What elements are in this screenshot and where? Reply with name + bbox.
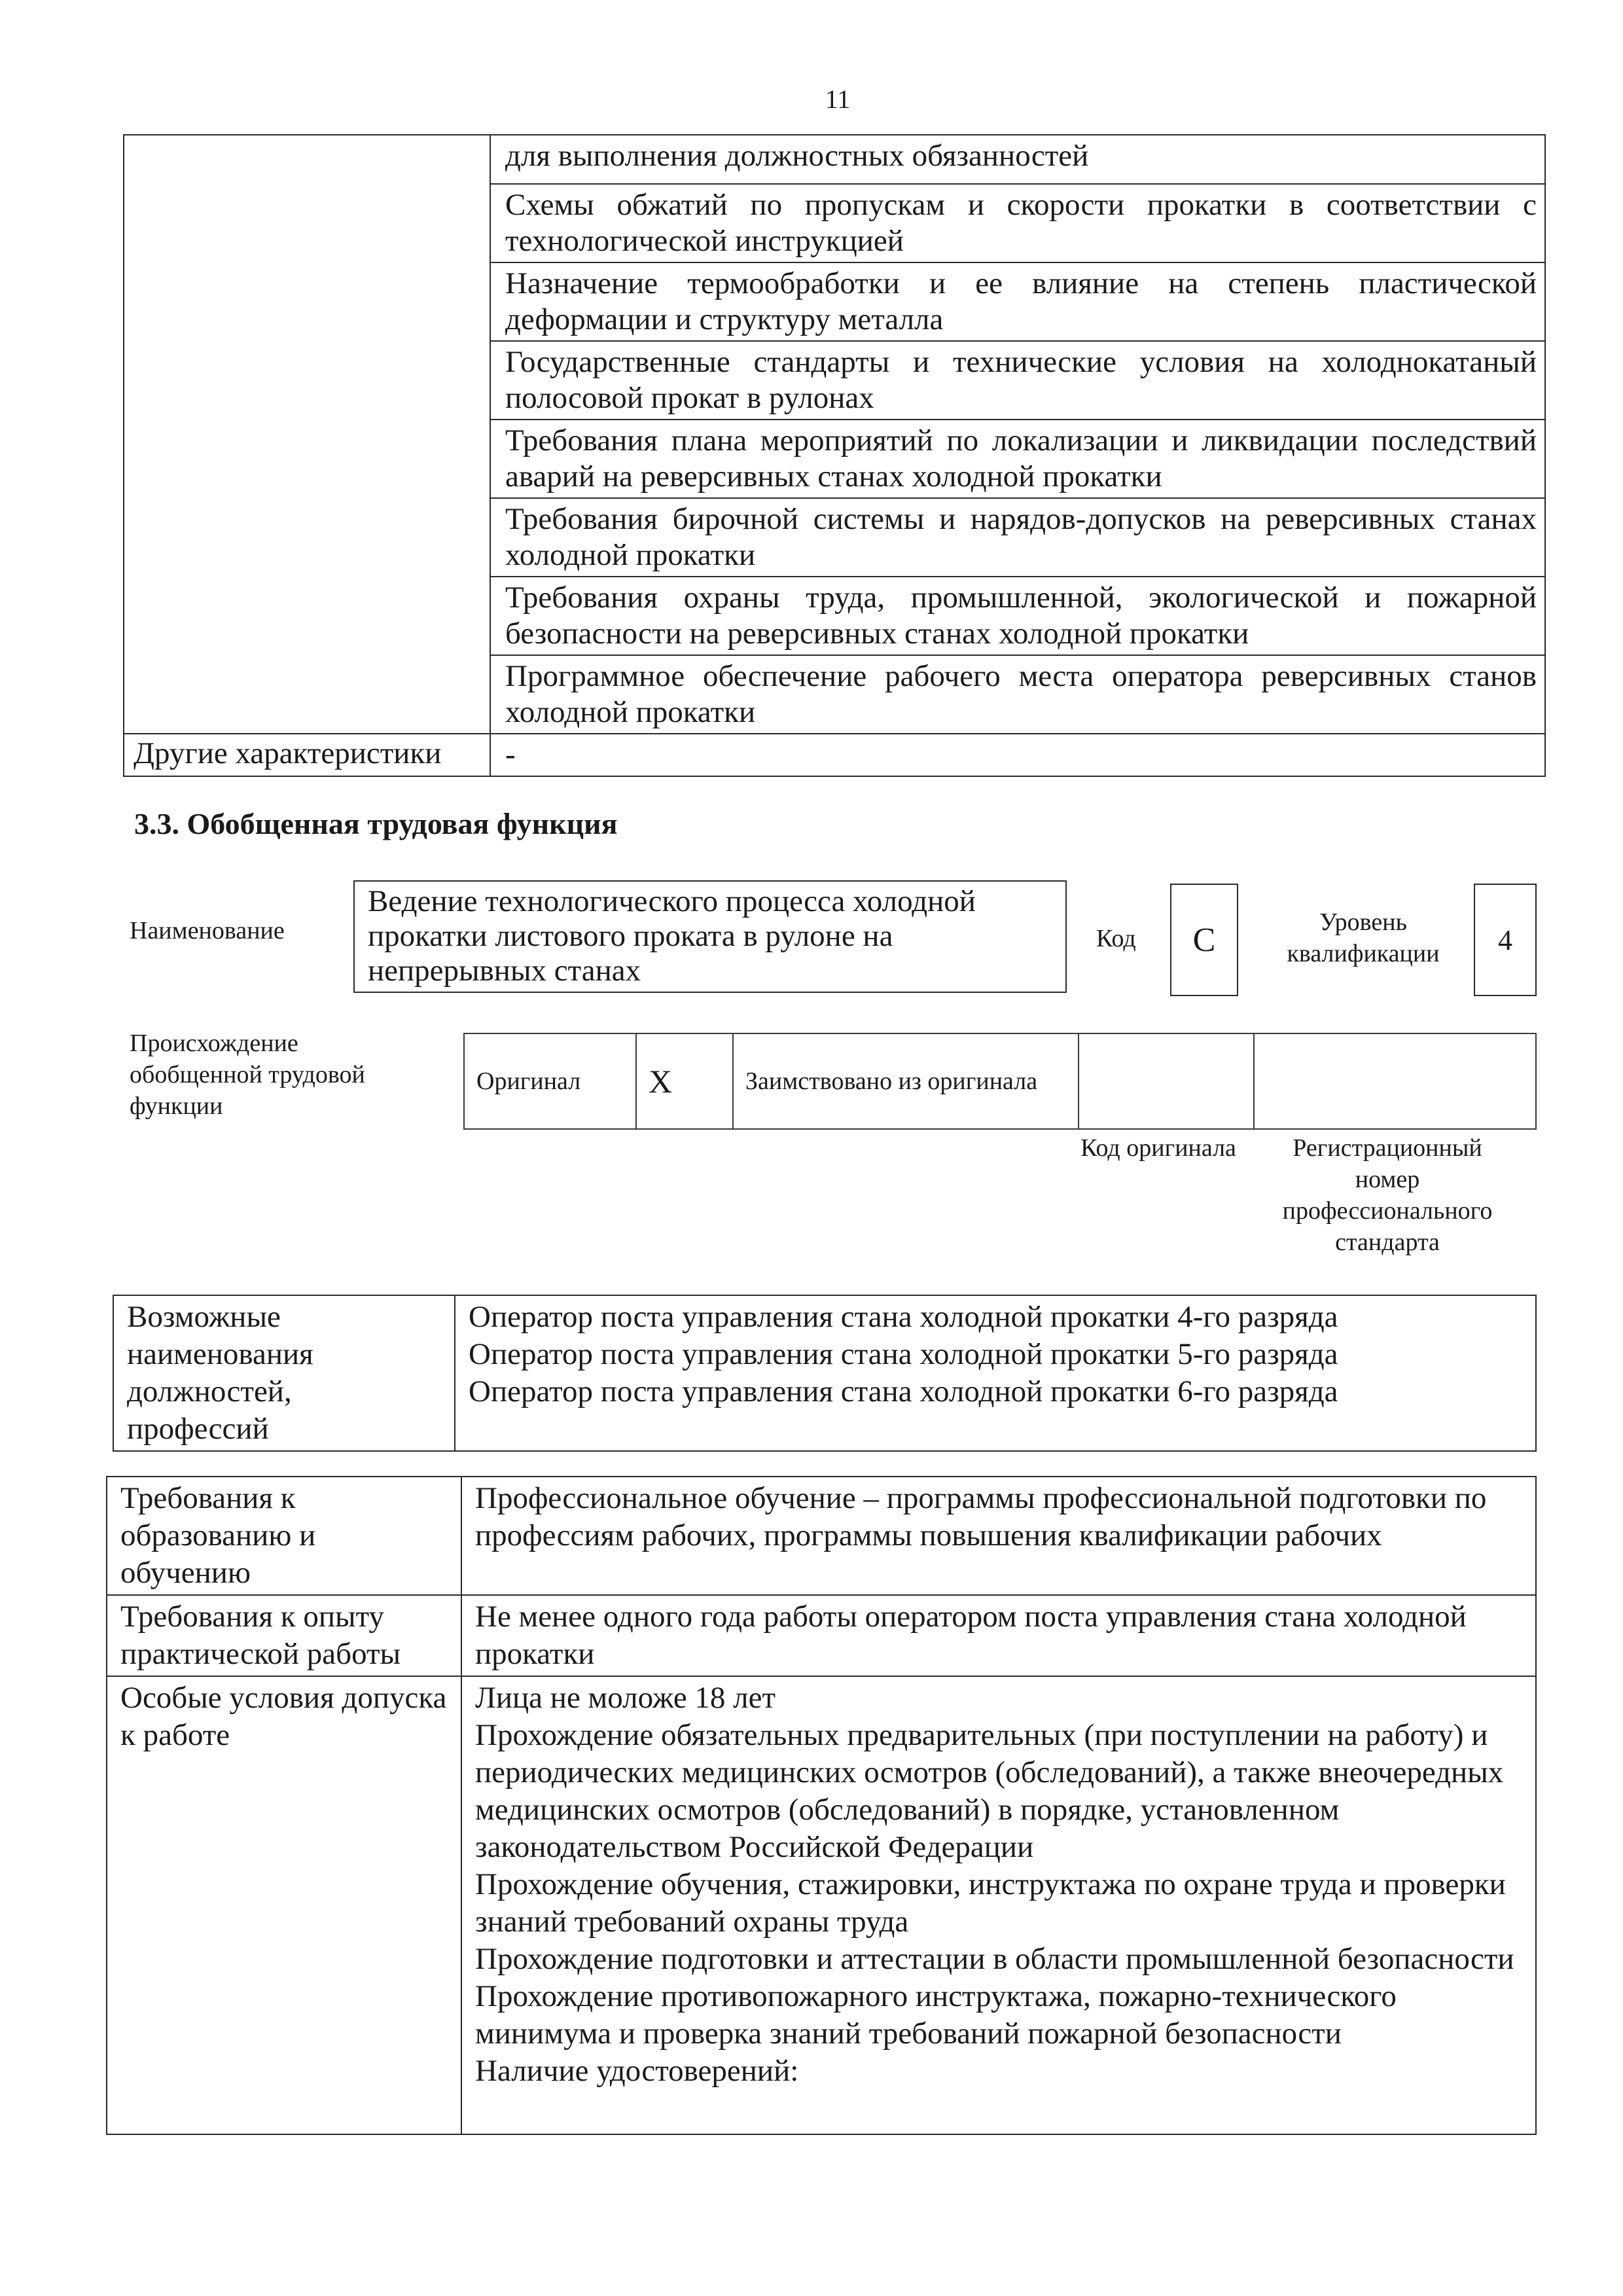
original-mark: X: [636, 1033, 733, 1129]
education-value: Профессиональное обучение – программы профессиональной подготовки по профессиям рабочих, программы повышения квалификации рабочих: [461, 1477, 1536, 1595]
knowledge-item: Требования охраны труда, промышленной, экологической и пожарной безопасности на реверсивных станах холодной прокатки: [490, 577, 1545, 655]
condition-item: Прохождение обязательных предварительных (при поступлении на работу) и периодических медицинских осмотров (обследований), а также внеочередных медицинских осмотров (обследований) в порядке, установленном законодательством Российской Федерации: [475, 1718, 1504, 1864]
requirements-table: [106, 1476, 1537, 2135]
level-value-box: 4: [1474, 884, 1537, 996]
knowledge-item: Государственные стандарты и технические условия на холоднокатаный полосовой прокат в рулонах: [490, 341, 1545, 420]
code-value-box: C: [1170, 884, 1238, 996]
position-item: Оператор поста управления стана холодной прокатки 5-го разряда: [469, 1337, 1338, 1371]
other-characteristics-value: -: [490, 734, 1545, 776]
reg-number-cell: [1254, 1033, 1536, 1129]
knowledge-item: Схемы обжатий по пропускам и скорости прокатки в соответствии с технологической инструкцией: [490, 184, 1545, 262]
conditions-label: Особые условия допуска к работе: [107, 1676, 461, 2134]
condition-item: Лица не моложе 18 лет: [475, 1681, 776, 1715]
original-label: Оригинал: [464, 1033, 636, 1129]
education-label: Требования к образованию и обучению: [107, 1477, 461, 1595]
page-number: 11: [825, 84, 851, 114]
condition-item: Прохождение обучения, стажировки, инструктажа по охране труда и проверки знаний требований охраны труда: [475, 1867, 1506, 1939]
section-title: 3.3. Обобщенная трудовая функция: [134, 807, 618, 840]
position-item: Оператор поста управления стана холодной прокатки 6-го разряда: [469, 1374, 1338, 1408]
knowledge-item: Требования плана мероприятий по локализации и ликвидации последствий аварий на реверсивных станах холодной прокатки: [490, 420, 1545, 498]
code-original-cell: [1079, 1033, 1254, 1129]
experience-label: Требования к опыту практической работы: [107, 1595, 461, 1676]
knowledge-table: [123, 134, 1546, 777]
position-item: Оператор поста управления стана холодной прокатки 4-го разряда: [469, 1300, 1338, 1334]
condition-item: Прохождение подготовки и аттестации в области промышленной безопасности: [475, 1942, 1514, 1976]
code-original-caption: Код оригинала: [1080, 1134, 1236, 1162]
condition-item: Наличие удостоверений:: [475, 2054, 799, 2088]
borrowed-label: Заимствовано из оригинала: [733, 1033, 1079, 1129]
knowledge-item: Требования бирочной системы и нарядов-допусков на реверсивных станах холодной прокатки: [490, 498, 1545, 577]
reg-number-caption: Регистрационный номер профессионального стандарта: [1282, 1134, 1493, 1256]
knowledge-label-cell: [124, 135, 490, 734]
code-label: Код: [1096, 925, 1136, 952]
experience-value: Не менее одного года работы оператором поста управления стана холодной прокатки: [461, 1595, 1536, 1676]
positions-table: [113, 1295, 1537, 1452]
level-label: Уровень квалификации: [1287, 908, 1440, 967]
condition-item: Прохождение противопожарного инструктажа, пожарно-технического минимума и проверка знаний требований пожарной безопасности: [475, 1979, 1397, 2051]
knowledge-item: Назначение термообработки и ее влияние на степень пластической деформации и структуру металла: [490, 262, 1545, 341]
name-label: Наименование: [130, 917, 285, 944]
origin-label: Происхождение обобщенной трудовой функции: [130, 1030, 365, 1120]
knowledge-item: Программное обеспечение рабочего места оператора реверсивных станов холодной прокатки: [490, 655, 1545, 734]
positions-label: Возможные наименования должностей, профессий: [113, 1295, 455, 1451]
origin-table: [463, 1033, 1537, 1130]
knowledge-item: для выполнения должностных обязанностей: [490, 135, 1545, 184]
name-value-box: Ведение технологического процесса холодной прокатки листового проката в рулоне на непрерывных станах: [353, 880, 1067, 993]
other-characteristics-label: Другие характеристики: [124, 734, 490, 776]
